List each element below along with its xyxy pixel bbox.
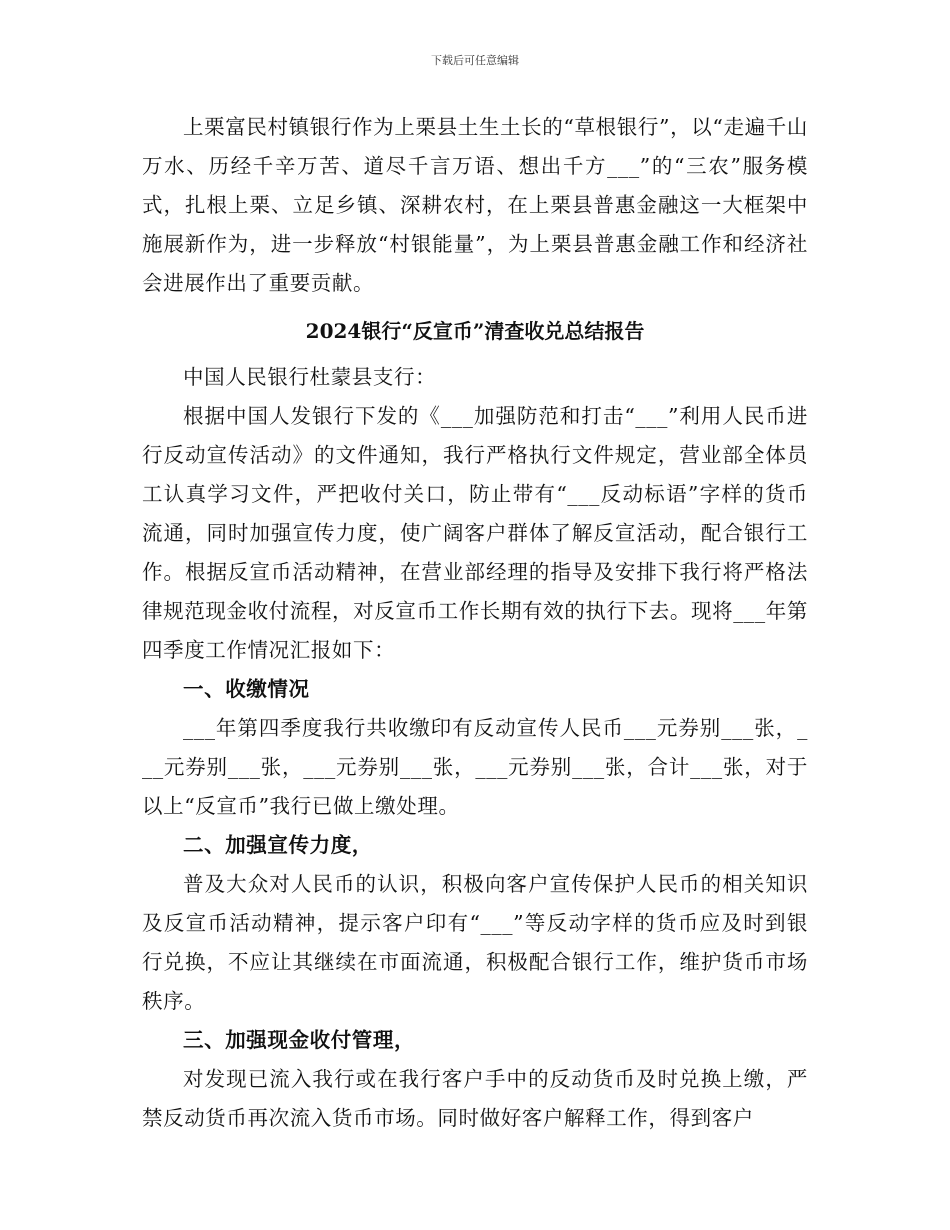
report-paragraph-1: 根据中国人发银行下发的《___加强防范和打击“___”利用人民币进行反动宣传活动》的文件通知，我行严格执行文件规定，营业部全体员工认真学习文件，严把收付关口，防止带有“___反动标语”字样的货币流通，同时加强宣传力度，使广阔客户群体了解反宣活动，配合银行工作。根据反宣币活动精神，在营业部经理的指导及安排下我行将严格法律规范现金收付流程，对反宣币工作长期有效的执行下去。现将___年第四季度工作情况汇报如下： [142, 404, 808, 662]
document-body [142, 108, 808, 1138]
report-greeting: 中国人民银行杜蒙县支行： [183, 365, 437, 389]
section-3-heading: 三、加强现金收付管理， [183, 1028, 416, 1052]
section-1-heading: 一、收缴情况 [183, 677, 310, 701]
section-2-heading: 二、加强宣传力度， [183, 833, 373, 857]
section-1-body: ___年第四季度我行共收缴印有反动宣传人民币___元券别___张，___元券别___张，___元券别___张，___元券别___张，合计___张，对于以上“反宣币”我行已做上缴处理。 [142, 716, 808, 818]
section-2-body: 普及大众对人民币的认识，积极向客户宣传保护人民币的相关知识及反宣币活动精神，提示客户印有“___”等反动字样的货币应及时到银行兑换，不应让其继续在市面流通，积极配合银行工作，维护货币市场秩序。 [142, 872, 808, 1013]
intro-paragraph: 上栗富民村镇银行作为上栗县土生土长的“草根银行”，以“走遍千山万水、历经千辛万苦、道尽千言万语、想出千方___”的“三农”服务模式，扎根上栗、立足乡镇、深耕农村，在上栗县普惠金融这一大框架中施展新作为，进一步释放“村银能量”，为上栗县普惠金融工作和经济社会进展作出了重要贡献。 [142, 115, 808, 295]
page-header: 下载后可任意编辑 [431, 54, 519, 67]
report-title: 2024银行“反宣币”清查收兑总结报告 [305, 319, 645, 343]
section-3-body: 对发现已流入我行或在我行客户手中的反动货币及时兑换上缴，严禁反动货币再次流入货币市场。同时做好客户解释工作，得到客户 [142, 1067, 808, 1130]
